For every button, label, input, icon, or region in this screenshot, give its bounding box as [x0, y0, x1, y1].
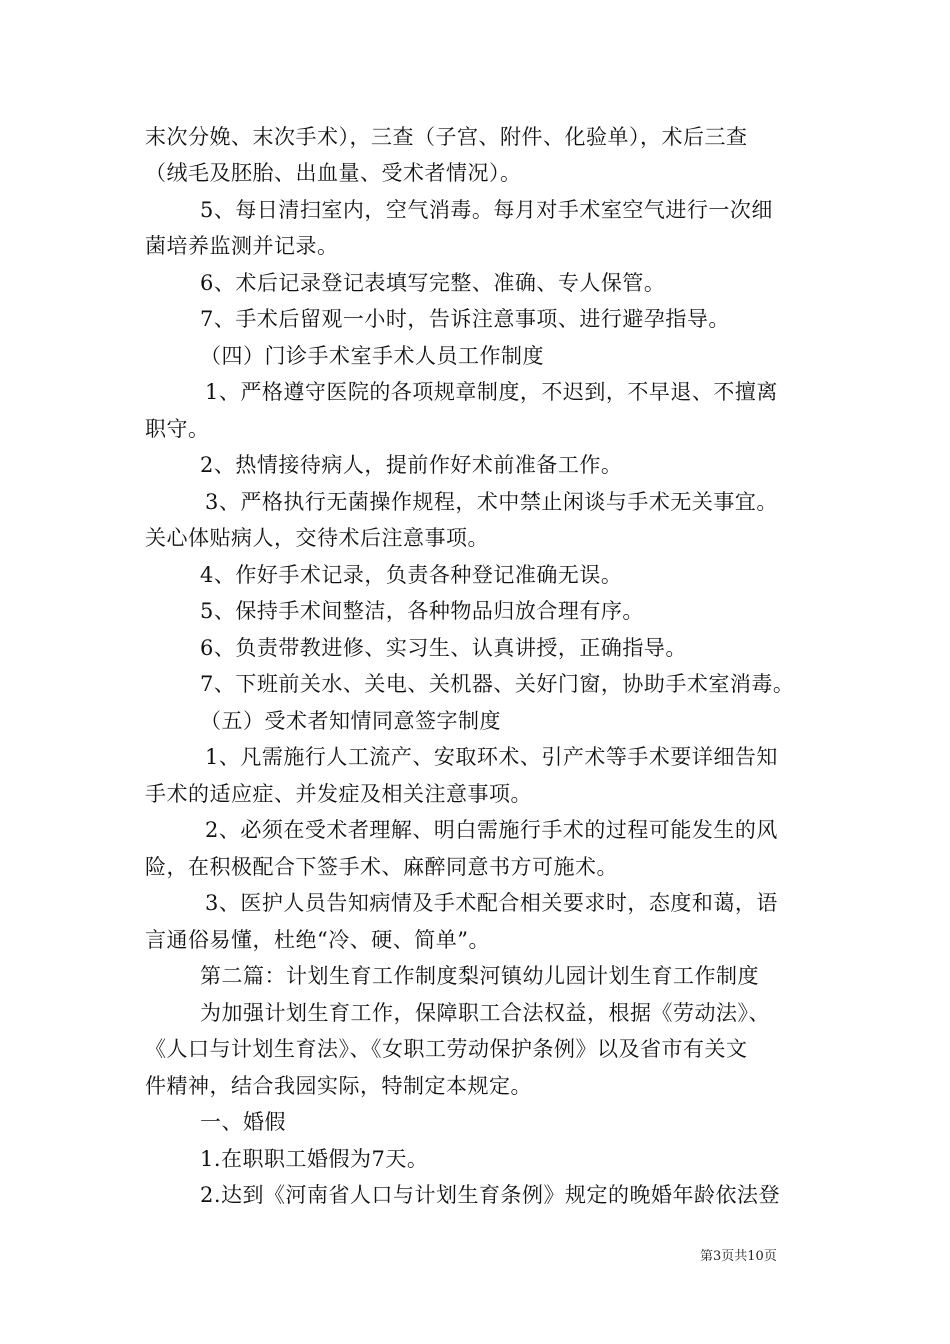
text-line: 为加强计划生育工作，保障职工合法权益，根据《劳动法》、	[200, 1001, 770, 1025]
section-heading: （四）门诊手术室手术人员工作制度	[200, 344, 544, 368]
text-line: 2、热情接待病人，提前作好术前准备工作。	[200, 453, 623, 477]
text-line: （绒毛及胚胎、出血量、受术者情况）。	[145, 161, 522, 185]
text-line: 5、保持手术间整洁，各种物品归放合理有序。	[200, 599, 644, 623]
text-line: 1.在职职工婚假为7天。	[200, 1147, 429, 1171]
text-line: 3、医护人员告知病情及手术配合相关要求时，态度和蔼，语	[205, 891, 778, 915]
text-line: 6、负责带教进修、实习生、认真讲授，正确指导。	[200, 636, 687, 660]
text-line: 手术的适应症、并发症及相关注意事项。	[145, 782, 532, 806]
text-line: 件精神，结合我园实际，特制定本规定。	[145, 1074, 532, 1098]
section-heading: （五）受术者知情同意签字制度	[200, 709, 501, 733]
text-line: 5、每日清扫室内，空气消毒。每月对手术室空气进行一次细	[200, 198, 773, 222]
text-line: 7、下班前关水、关电、关机器、关好门窗，协助手术室消毒。	[200, 672, 795, 696]
text-line: 4、作好手术记录，负责各种登记准确无误。	[200, 563, 623, 587]
text-line: 菌培养监测并记录。	[145, 234, 339, 258]
section-heading: 一、婚假	[200, 1110, 286, 1134]
text-line: 2、必须在受术者理解、明白需施行手术的过程可能发生的风	[205, 818, 778, 842]
text-line: 2.达到《河南省人口与计划生育条例》规定的晚婚年龄依法登	[200, 1183, 781, 1207]
text-line: 3、严格执行无菌操作规程，术中禁止闲谈与手术无关事宜。	[205, 490, 778, 514]
text-line: 言通俗易懂，杜绝“冷、硬、简单”。	[145, 928, 490, 952]
chapter-heading: 第二篇：计划生育工作制度梨河镇幼儿园计划生育工作制度	[200, 964, 759, 988]
text-line: 关心体贴病人，交待术后注意事项。	[145, 526, 489, 550]
text-line: 险，在积极配合下签手术、麻醉同意书方可施术。	[145, 855, 618, 879]
text-line: 职守。	[145, 417, 210, 441]
page-number-footer: 第3页共10页	[700, 1249, 777, 1264]
text-line: 末次分娩、末次手术），三查（子宫、附件、化验单），术后三查	[145, 125, 748, 149]
text-line: 7、手术后留观一小时，告诉注意事项、进行避孕指导。	[200, 307, 730, 331]
text-line: 6、术后记录登记表填写完整、准确、专人保管。	[200, 271, 666, 295]
text-line: 1、严格遵守医院的各项规章制度，不迟到，不早退、不擅离	[205, 380, 778, 404]
text-line: 《人口与计划生育法》、《女职工劳动保护条例》以及省市有关文	[145, 1037, 748, 1061]
text-line: 1、凡需施行人工流产、安取环术、引产术等手术要详细告知	[205, 745, 778, 769]
